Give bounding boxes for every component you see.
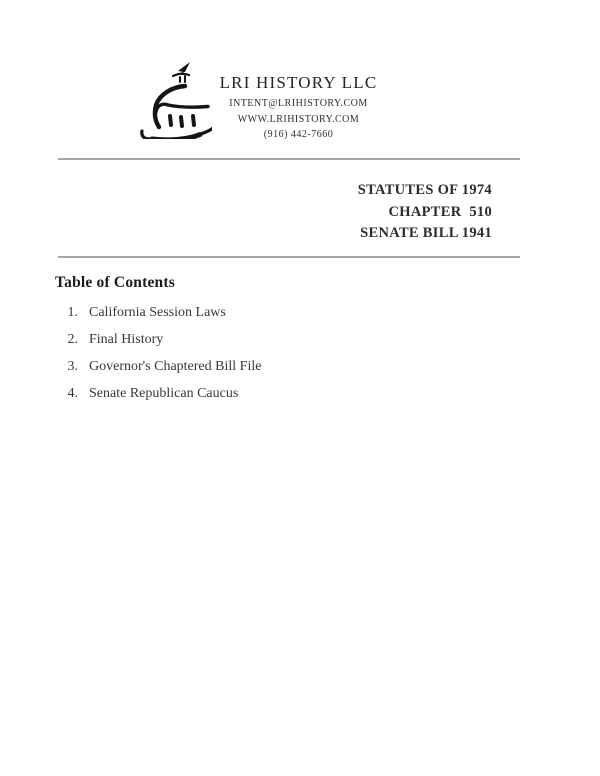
- bill-reference-block: [358, 180, 492, 245]
- toc-item-label: California Session Laws: [89, 304, 226, 320]
- horizontal-rule-top: [58, 158, 520, 160]
- toc-item-number: 3.: [67, 358, 78, 374]
- email-text: INTENT@LRIHISTORY.COM: [229, 98, 368, 109]
- toc-item-number: 2.: [67, 331, 78, 347]
- toc-list: [55, 299, 475, 407]
- toc-item-label: Final History: [89, 331, 164, 347]
- phone-text: (916) 442-7660: [263, 129, 334, 140]
- toc-heading: Table of Contents: [55, 274, 175, 291]
- statutes-line: STATUTES OF 1974: [357, 182, 492, 198]
- senate-bill-line: SENATE BILL 1941: [360, 225, 492, 242]
- chapter-line: CHAPTER 510: [388, 203, 492, 220]
- toc-item-number: 4.: [67, 385, 78, 401]
- toc-item-label: Governor's Chaptered Bill File: [89, 358, 262, 374]
- toc-item-label: Senate Republican Caucus: [89, 385, 239, 401]
- toc-item: [55, 299, 475, 326]
- toc-item: [55, 326, 475, 353]
- company-name: LRI HISTORY LLC: [219, 73, 378, 92]
- toc-item: [55, 353, 475, 380]
- horizontal-rule-bottom: [58, 256, 520, 258]
- website-text: WWW.LRIHISTORY.COM: [237, 113, 360, 125]
- toc-item-number: 1.: [67, 304, 78, 320]
- contact-block: [0, 96, 597, 143]
- toc-item: [55, 380, 475, 407]
